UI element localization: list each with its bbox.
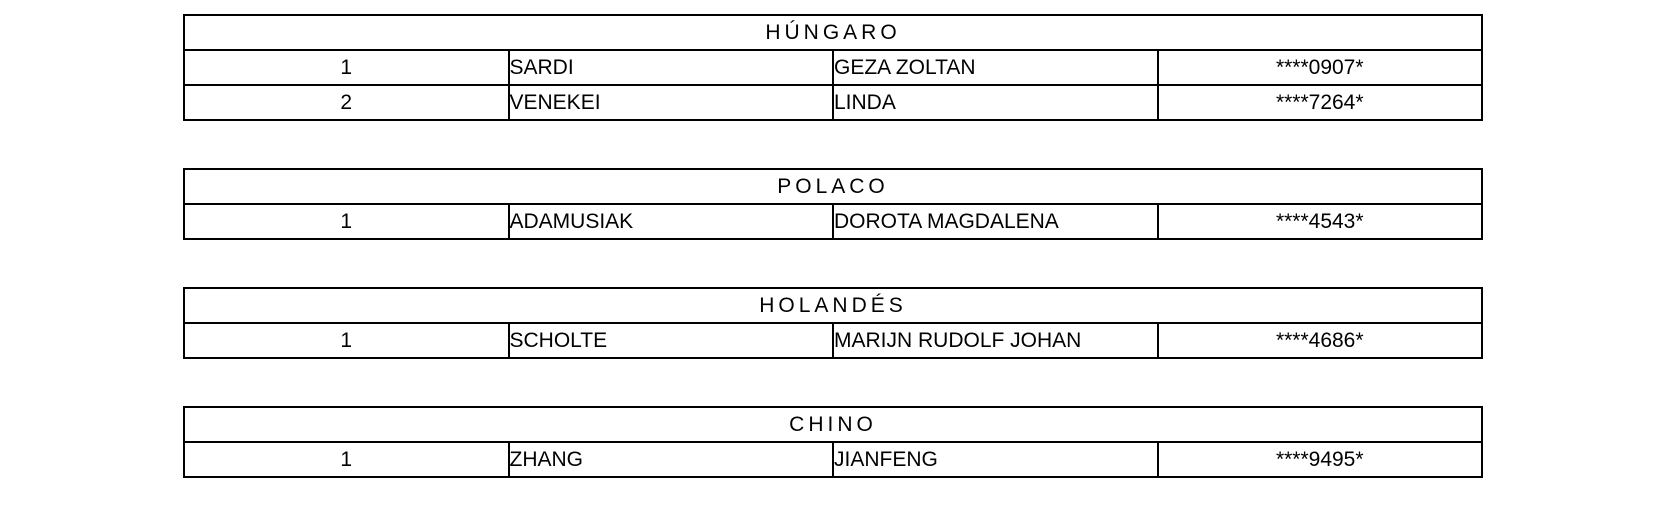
row-document-number: ****4543* (1158, 204, 1483, 239)
nationality-block (183, 406, 1483, 478)
row-surname: ZHANG (509, 442, 834, 477)
nationality-table (183, 287, 1483, 359)
table-row (184, 442, 1482, 477)
row-document-number: ****4686* (1158, 323, 1483, 358)
row-index: 1 (184, 323, 509, 358)
table-row (184, 85, 1482, 120)
row-given-name: LINDA (833, 85, 1158, 120)
row-index: 1 (184, 442, 509, 477)
table-header-row (184, 169, 1482, 204)
row-surname: SARDI (509, 50, 834, 85)
row-surname: ADAMUSIAK (509, 204, 834, 239)
row-index: 2 (184, 85, 509, 120)
nationality-title: POLACO (184, 169, 1482, 204)
nationality-block (183, 168, 1483, 240)
nationality-title: CHINO (184, 407, 1482, 442)
table-row (184, 204, 1482, 239)
row-surname: SCHOLTE (509, 323, 834, 358)
nationality-table (183, 168, 1483, 240)
row-document-number: ****0907* (1158, 50, 1483, 85)
row-document-number: ****9495* (1158, 442, 1483, 477)
nationality-title: HOLANDÉS (184, 288, 1482, 323)
nationality-table (183, 14, 1483, 121)
nationality-block (183, 14, 1483, 121)
row-index: 1 (184, 50, 509, 85)
table-header-row (184, 15, 1482, 50)
row-index: 1 (184, 204, 509, 239)
row-surname: VENEKEI (509, 85, 834, 120)
nationality-block (183, 287, 1483, 359)
table-row (184, 323, 1482, 358)
nationality-title: HÚNGARO (184, 15, 1482, 50)
row-document-number: ****7264* (1158, 85, 1483, 120)
table-row (184, 50, 1482, 85)
row-given-name: JIANFENG (833, 442, 1158, 477)
row-given-name: GEZA ZOLTAN (833, 50, 1158, 85)
row-given-name: DOROTA MAGDALENA (833, 204, 1158, 239)
table-header-row (184, 407, 1482, 442)
row-given-name: MARIJN RUDOLF JOHAN (833, 323, 1158, 358)
nationality-table (183, 406, 1483, 478)
table-header-row (184, 288, 1482, 323)
